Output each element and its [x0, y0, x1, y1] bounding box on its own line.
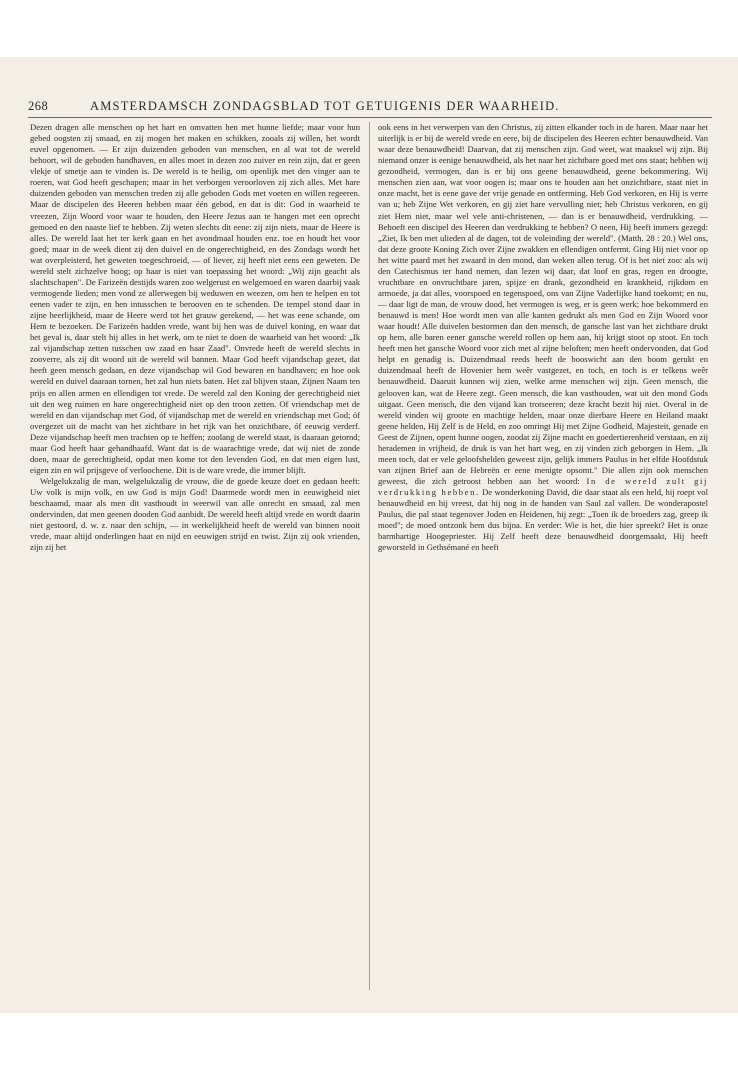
paragraph: Dezen dragen alle menschen op het hart en omvatten hen met hunne liefde; maar voor hun gebed oogsten zij smaad, en zij mogen het maken en schikken, zooals zij willen, het wordt euvel opgenomen. — Er zijn duizenden geboden van menschen, en al wat tot de wereld behoort, wil de geboden handhaven, en alles moet in dezen zoo zuiver en rein zijn, dat er geen vlekje of smetje aan te vinden is. De wereld is te heilig, om openlijk met den vinger aan te roeren, wat God heeft geschapen; maar in het verborgen veroorloven zij zich alles. Met hare duizenden geboden van menschen treden zij alle geboden Gods met voeten en willen regeeren. Maar de discipelen des Heeren hebben maar één gebod, en dat is dit: God in waarheid te vreezen, Zijn Woord voor waar te houden, den Heere Jezus aan te hangen met een oprecht gemoed en den naaste lief te hebben. Zij weten slechts dit eene: zij zijn niets, maar de Heere is alles. De wereld laat het ter kerk gaan en het avondmaal houden enz. toe en houdt het voor goed; maar in de week dient zij den duivel en de ongerechtigheid, en des Zondags wordt het wat overpleisterd, het geweten toegeschroeid, — of liever, zij heeft niet eens een geweten. De wereld stelt zichzelve hoog; op haar is niet van toepassing het woord: „Wij zijn geacht als slachtschapen". De Farizeën destijds waren zoo welgerust en welgemoed en waren daarbij vaak vermogende lieden; men vond ze allerwegen bij weduwen en weezen, om hen te helpen en tot eenen vader te zijn, en hen intusschen te berooven en te schenden. De tempel stond daar in zijne heerlijkheid, maar de Heere werd tot het grauw gerekend, — het was eene schande, om Hem te bezoeken. De Farizeën hadden vrede, want bij hen was de duivel koning, en waar dat het geval is, daar stelt hij alles in het werk, om te niet te doen de waarheid van het woord: „Ik zal vijandschap zetten tusschen uw zaad en haar Zaad". Onvrede heeft de wereld slechts in zooverre, als zij dit woord uit de wereld wil bannen. Maar God heeft vijandschap gezet, dat heeft geen mensch gedaan, en deze vijandschap wil God bewaren en handhaven; en hoe ook wereld en duivel daaraan tornen, het zal hun niets baten. Het zal blijven staan, Zijnen Naam ten prijs en allen armen en ellendigen tot vrede. De wereld zal den Koning der gerechtigheid niet uit den weg ruimen en hare ongerechtigheid niet op den troon zetten. Of vriendschap met de wereld en dan vijandschap met God, óf vijandschap met de wereld en vriendschap met God; óf overgezet uit de macht van het zichtbare in het rijk van het onzichtbare, óf eeuwig verderf. Deze vijandschap heeft men trachten op te heffen; zoolang de wereld staat, is daaraan getornd; maar God heeft haar gehandhaafd. Want dat is de waarachtige vrede, dat wij niet de zonde doen, maar de gerechtigheid, opdat men kome tot den levenden God, en dat men eigen lust, eigen zin en wil prijsgeve of verloochene. Dit is de ware vrede, die immer blijft.	[30, 122, 360, 475]
left-column	[30, 122, 360, 553]
spaced-quotation: In de wereld zult gij verdrukking hebben.	[378, 476, 708, 498]
paragraph	[378, 122, 708, 553]
column-divider	[369, 122, 370, 990]
right-column	[378, 122, 708, 553]
header-rule	[28, 117, 712, 118]
paragraph-text: De wonderkoning David, die daar staat als een held, hij roept vol benauwdheid en hij vreest, dat hij nog in de handen van Saul zal vallen. De wonderapostel Paulus, die pal staat tegenover Joden en Heidenen, hij zegt: „Toen ik de broeders zag, greep ik moed"; de moed ontzonk hem dus bijna. En verder: Wie is het, die hier spreekt? Het is onze barmhartige Hoogepriester. Hij Zelf heeft deze benauwdheid doorgemaakt, Hij heeft geworsteld in Gethsémané en heeft	[378, 487, 708, 553]
paragraph: Welgelukzalig de man, welgelukzalig de vrouw, die de goede keuze doet en gedaan heeft: Uw volk is mijn volk, en uw God is mijn God! Daarmede wordt men in eeuwigheid niet beschaamd, maar als men dit vasthoudt in weerwil van alle onrecht en smaad, zal men ondervinden, dat men geenen dooden God aanbidt. De wereld heeft altijd vrede en wordt daarin niet gestoord, d. w. z. naar den schijn, — in werkelijkheid heeft de wereld van binnen nooit vrede, maar altijd onderlingen haat en nijd en eeuwigen strijd en twist. Zijn zij ook vrienden, zijn zij het	[30, 476, 360, 553]
page-number: 268	[28, 99, 49, 113]
page-header	[28, 99, 718, 117]
paragraph-text: ook eens in het verwerpen van den Christus, zij zitten elkander toch in de haren. Maar naar het uiterlijk is er bij de wereld vrede en eere, bij de discipelen des Heeren echter benauwdheid. Van waar deze benauwdheid! Daarvan, dat zij menschen zijn. God weet, wat maaksel wij zijn. Bij niemand onzer is eenige benauwdheid, als het naar het zichtbare goed met ons staat; hebben wij gezondheid, vermogen, dan is er bij ons geene benauwdheid, geene bekommering. Wij menschen zien aan, wat voor oogen is; maar ons te houden aan het onzichtbare, staat niet in onze macht, het is eene gave der vrije genade en ontferming. Heb God verkoren, en Hij is verre van u; heb Zijne Wet verkoren, en gij ziet hare vervulling niet; heb Christus verkoren, en gij ziet Hem niet, maar wel vele anti-christenen, — dan is er benauwdheid, verdrukking. — Behoeft een discipel des Heeren dan verdrukking te hebben? O neen, Hij heeft immers gezegd: „Ziet, Ik ben met ulieden al de dagen, tot de voleinding der wereld". (Matth. 28 : 20.) Wel ons, dat deze groote Koning Zich over Zijne zwakken en ellendigen ontfermt. Ging Hij niet voor op het witte paard met het zwaard in den mond, dan weken allen terug. Of is het niet zoo: als wij den Catechismus ter hand nemen, dan lezen wij daar, dat loof en gras, regen en droogte, vruchtbare en onvruchtbare jaren, spijze en drank, gezondheid en krankheid, rijkdom en armoede, ja dat alles, voorspoed en tegenspoed, ons van Zijne Vaderlijke hand toekomt; en nu, — daar ligt de man, de vrouw dood, het vermogen is weg, er is geen werk; hoe bekommerd en benauwd is men! Hoe wordt men van alle kanten gedrukt als men God en Zijn Woord voor waar houdt! Alle duivelen bestormen dan den mensch, de gansche last van het zichtbare drukt op hem, alle baren eener gansche wereld rollen op hem aan, hij krijgt stoot op stoot. En toch heeft men het gansche Woord voor zich met al zijne beloften; men heeft ondervonden, dat God helpt en genadig is. Duizendmaal reeds heeft de booswicht aan den boom gerukt en duizendmaal heeft de Hovenier hem weêr vastgezet, en toch, en toch is er telkens weêr benauwdheid. Daaruit kunnen wij zien, welke arme menschen wij zijn. Geen mensch, die gelooven kan, wat de Heere zegt. Geen mensch, die kan vasthouden, wat uit den mond Gods uitgaat. Geen mensch, die den vijand kan trotseeren; deze kracht bezit hij niet. Overal in de wereld vinden wij groote en machtige helden, maar onze dierbare Heere en Heiland maakt geene helden, Hij Zelf is de Held, en zoo omringt Hij met Zijne Godheid, Majesteit, genade en Geest de Zijnen, opent hunne oogen, zoodat zij Zijne macht en goedertierenheid verstaan, en zij herademen in vrijheid, de druk is van het hart weg, en zij vinden zich geborgen in Hem. „Ik meen toch, dat er vele geloofshelden geweest zijn, gelijk immers Paulus in het elfde Hoofdstuk van zijnen Brief aan de Hebreën er eene menigte opsomt." Die allen zijn ook menschen geweest, die zich getroost hebben aan het woord:	[378, 122, 708, 486]
running-title: AMSTERDAMSCH ZONDAGSBLAD TOT GETUIGENIS DER WAARHEID.	[90, 99, 560, 113]
